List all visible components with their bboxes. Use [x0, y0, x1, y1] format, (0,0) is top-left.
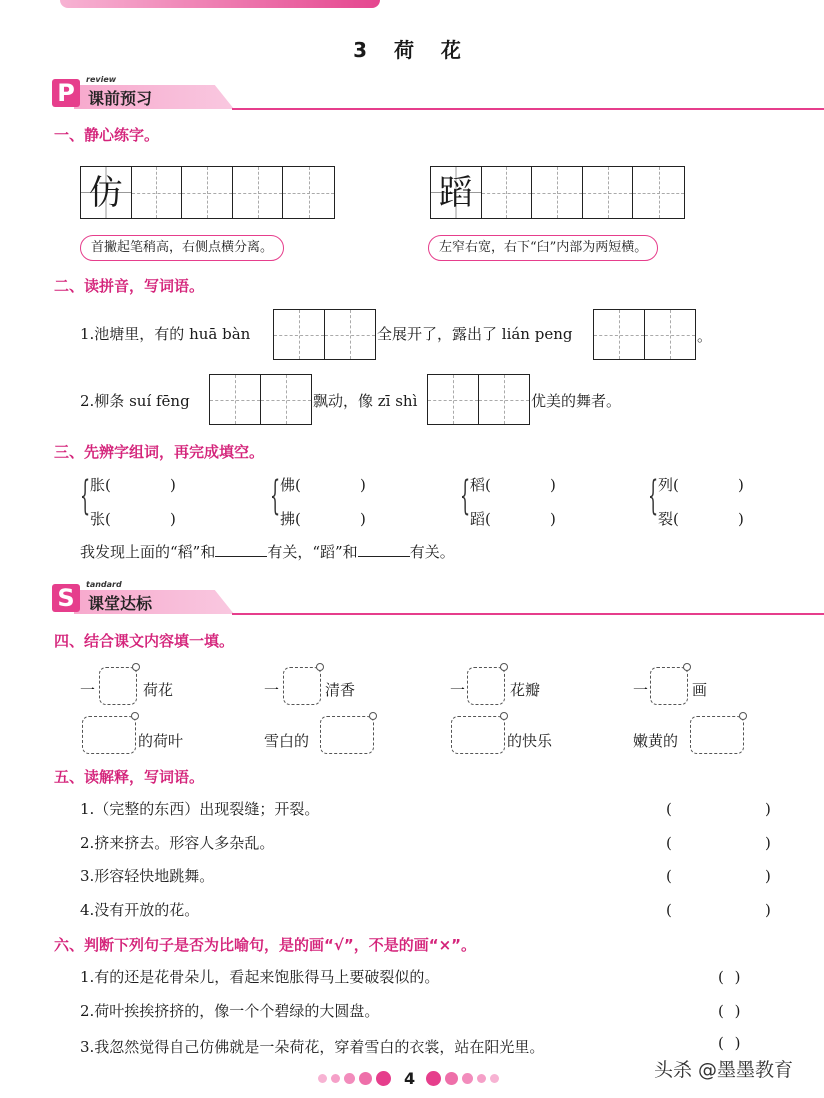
discovery-part-a: 我发现上面的“稻”和	[80, 543, 216, 561]
grid-cell[interactable]	[431, 167, 482, 218]
answer-box[interactable]	[82, 716, 136, 754]
answer-box[interactable]	[283, 667, 321, 705]
writing-grid-2	[430, 166, 685, 219]
definition-item: 3.形容轻快地跳舞。	[80, 867, 215, 885]
grid-cell[interactable]	[233, 167, 284, 218]
pin-icon	[683, 663, 691, 671]
measure-prefix: 一	[450, 681, 466, 699]
pin-icon	[316, 663, 324, 671]
answer-paren-close: )	[765, 867, 771, 885]
measure-prefix: 一	[80, 681, 96, 699]
answer-box[interactable]	[320, 716, 374, 754]
discovery-part-b: 有关，“蹈”和	[267, 543, 358, 561]
grid-cell[interactable]	[274, 310, 325, 359]
grid-cell[interactable]	[283, 167, 334, 218]
model-character: 蹈	[438, 173, 473, 213]
decor-dot	[477, 1074, 486, 1083]
pair-bottom: 张(	[90, 510, 111, 528]
banner-rule	[232, 613, 824, 615]
pinyin-question-1-end: 。	[697, 327, 713, 345]
phrase-word: 清香	[325, 681, 356, 699]
banner-letter: P	[52, 79, 80, 107]
grid-cell[interactable]	[633, 167, 684, 218]
section-heading-6: 六、判断下列句子是否为比喻句，是的画“√”，不是的画“×”。	[54, 936, 477, 954]
phrase-word: 的快乐	[507, 732, 553, 750]
decor-dot	[359, 1072, 372, 1085]
grid-cell[interactable]	[325, 310, 376, 359]
pin-icon	[739, 712, 747, 720]
grid-cell[interactable]	[428, 375, 479, 424]
model-character: 仿	[88, 173, 123, 213]
judgement-item: 3.我忽然觉得自己仿佛就是一朵荷花，穿着雪白的衣裳，站在阳光里。	[80, 1038, 545, 1056]
pin-icon	[132, 663, 140, 671]
grid-cell[interactable]	[81, 167, 132, 218]
banner-small-text: review	[86, 75, 117, 84]
pair-top-close: )	[550, 476, 556, 494]
pair-bottom: 拂(	[280, 510, 301, 528]
answer-paren-close: )	[765, 901, 771, 919]
definition-item: 1.（完整的东西）出现裂缝；开裂。	[80, 800, 320, 818]
answer-paren-open[interactable]: (	[666, 867, 672, 885]
decor-dot	[445, 1072, 458, 1085]
answer-box[interactable]	[467, 667, 505, 705]
pinyin-question-1a: 1.池塘里，有的 huā bàn	[80, 325, 251, 343]
page-title: 3 荷 花	[353, 38, 471, 62]
answer-paren-open[interactable]: (	[666, 834, 672, 852]
grid-cell[interactable]	[182, 167, 233, 218]
pair-bottom: 蹈(	[470, 510, 491, 528]
pin-icon	[500, 663, 508, 671]
judgement-item: 2.荷叶挨挨挤挤的，像一个个碧绿的大圆盘。	[80, 1002, 380, 1020]
grid-cell[interactable]	[479, 375, 530, 424]
writing-tip-2: 左窄右宽，右下“臼”内部为两短横。	[428, 235, 658, 261]
decor-dot	[376, 1071, 391, 1086]
section-heading-2: 二、读拼音，写词语。	[54, 277, 205, 295]
brace-icon: {	[80, 473, 91, 519]
section-heading-5: 五、读解释，写词语。	[54, 768, 205, 786]
banner-letter: S	[52, 584, 80, 612]
phrase-word: 荷花	[143, 681, 174, 699]
discovery-part-c: 有关。	[409, 543, 455, 561]
char-pair-3	[460, 473, 620, 533]
char-pair-1	[80, 473, 240, 533]
pair-bottom-close: )	[170, 510, 176, 528]
review-banner	[52, 75, 774, 109]
top-decoration-bar	[60, 0, 380, 8]
banner-small-text: tandard	[86, 580, 122, 589]
decor-dot	[462, 1073, 473, 1084]
pair-top-close: )	[170, 476, 176, 494]
grid-cell[interactable]	[594, 310, 645, 359]
grid-cell[interactable]	[583, 167, 634, 218]
grid-cell[interactable]	[645, 310, 696, 359]
writing-grid-1	[80, 166, 335, 219]
phrase-word: 的荷叶	[138, 732, 184, 750]
answer-box[interactable]	[690, 716, 744, 754]
answer-paren-open[interactable]: (	[666, 901, 672, 919]
decor-dot	[318, 1074, 327, 1083]
answer-box[interactable]	[99, 667, 137, 705]
pair-bottom-close: )	[550, 510, 556, 528]
phrase-word: 画	[692, 681, 708, 699]
page-number: 4	[404, 1069, 416, 1088]
watermark: 头杀 @墨墨教育	[654, 1059, 794, 1081]
answer-grid-q2a	[209, 374, 312, 425]
pair-bottom: 裂(	[658, 510, 679, 528]
answer-box[interactable]	[451, 716, 505, 754]
standard-banner	[52, 580, 774, 614]
pinyin-question-1b: 全展开了，露出了 lián peng	[377, 325, 573, 343]
pin-icon	[369, 712, 377, 720]
answer-paren-close: )	[765, 800, 771, 818]
pair-top: 列(	[658, 476, 679, 494]
judgement-answer[interactable]: ( )	[718, 968, 741, 986]
pair-top-close: )	[360, 476, 366, 494]
pair-top: 稻(	[470, 476, 491, 494]
answer-paren-close: )	[765, 834, 771, 852]
judgement-answer[interactable]: ( )	[718, 1002, 741, 1020]
definition-item: 4.没有开放的花。	[80, 901, 200, 919]
measure-prefix: 一	[264, 681, 280, 699]
banner-label: 课前预习	[88, 89, 153, 108]
grid-cell[interactable]	[261, 375, 312, 424]
grid-cell[interactable]	[482, 167, 533, 218]
answer-paren-open[interactable]: (	[666, 800, 672, 818]
judgement-answer[interactable]: ( )	[718, 1034, 741, 1052]
page-footer	[300, 1066, 530, 1092]
pinyin-question-2b: 飘动，像 zī shì	[313, 392, 418, 410]
pair-top: 胀(	[90, 476, 111, 494]
decor-dot	[426, 1071, 441, 1086]
char-pair-4	[648, 473, 778, 533]
banner-rule	[232, 108, 824, 110]
char-pair-2	[270, 473, 430, 533]
pair-top: 佛(	[280, 476, 301, 494]
section-heading-1: 一、静心练字。	[54, 126, 160, 144]
phrase-word: 嫩黄的	[633, 732, 679, 750]
answer-grid-q2b	[427, 374, 530, 425]
brace-icon: {	[648, 473, 659, 519]
section-heading-3: 三、先辨字组词，再完成填空。	[54, 443, 265, 461]
answer-grid-q1a	[273, 309, 376, 360]
grid-cell[interactable]	[132, 167, 183, 218]
pair-bottom-close: )	[360, 510, 366, 528]
fill-blank[interactable]	[358, 543, 410, 557]
pin-icon	[500, 712, 508, 720]
discovery-sentence	[80, 542, 455, 562]
banner-label: 课堂达标	[88, 594, 153, 613]
pinyin-question-2a: 2.柳条 suí fēng	[80, 392, 190, 410]
decor-dot	[344, 1073, 355, 1084]
brace-icon: {	[460, 473, 471, 519]
pair-bottom-close: )	[738, 510, 744, 528]
phrase-word: 花瓣	[510, 681, 541, 699]
answer-box[interactable]	[650, 667, 688, 705]
decor-dot	[490, 1074, 499, 1083]
writing-tip-1: 首撇起笔稍高，右侧点横分离。	[80, 235, 284, 261]
pinyin-question-2c: 优美的舞者。	[531, 392, 622, 410]
section-heading-4: 四、结合课文内容填一填。	[54, 632, 235, 650]
answer-grid-q1b	[593, 309, 696, 360]
decor-dot	[331, 1074, 340, 1083]
phrase-word: 雪白的	[264, 732, 310, 750]
pair-top-close: )	[738, 476, 744, 494]
brace-icon: {	[270, 473, 281, 519]
fill-blank[interactable]	[215, 543, 267, 557]
definition-item: 2.挤来挤去。形容人多杂乱。	[80, 834, 275, 852]
grid-cell[interactable]	[532, 167, 583, 218]
pin-icon	[131, 712, 139, 720]
measure-prefix: 一	[633, 681, 649, 699]
judgement-item: 1.有的还是花骨朵儿，看起来饱胀得马上要破裂似的。	[80, 968, 440, 986]
grid-cell[interactable]	[210, 375, 261, 424]
